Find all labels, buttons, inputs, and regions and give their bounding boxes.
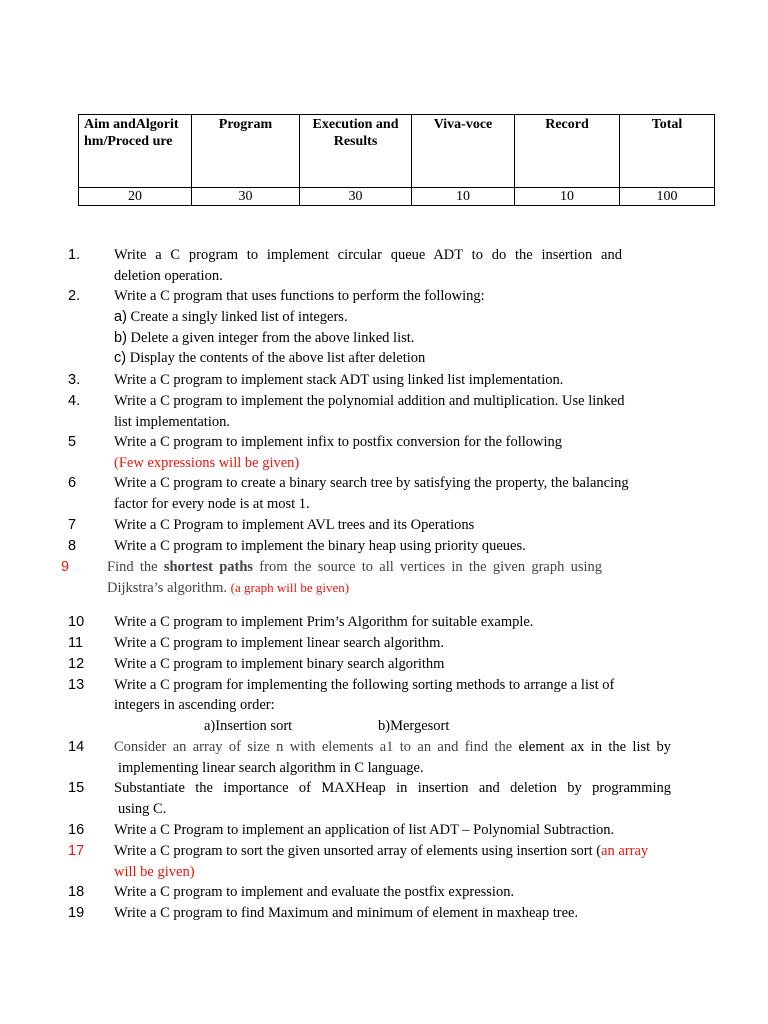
- list-item-text: Write a C Program to implement an application of list ADT – Polynomial Subtraction.: [114, 822, 615, 838]
- list-item-text: Write a C program that uses functions to perform the following:: [114, 288, 485, 304]
- list-item-text: list implementation.: [114, 414, 230, 430]
- list-item-note: an array: [601, 843, 649, 859]
- list-item-text: Write a C program to implement Prim’s Algorithm for suitable example.: [114, 614, 534, 630]
- header-record: Record: [515, 115, 620, 188]
- header-viva-voce: Viva-voce: [412, 115, 515, 188]
- marks-table: [78, 114, 715, 206]
- sub-item-label: c): [114, 350, 127, 366]
- list-item-number: 10: [68, 614, 85, 630]
- marks-table-value-row: [79, 188, 715, 206]
- list-item-text: Write a C program to implement stack ADT using linked list implementation.: [114, 372, 564, 388]
- list-item-text: [107, 578, 349, 599]
- list-item-number: 2.: [68, 288, 81, 304]
- text-segment: Consider an array of size n with elements a1 to an and find the: [114, 739, 513, 755]
- text-segment: Find the: [107, 559, 158, 575]
- list-item-text: Write a C program to implement binary search algorithm: [114, 656, 445, 672]
- list-item-number: 3.: [68, 372, 81, 388]
- list-item-number: 14: [68, 739, 85, 755]
- list-item-text: [114, 841, 648, 862]
- header-program: Program: [192, 115, 300, 188]
- list-item-text: [107, 557, 602, 578]
- list-item-note: (Few expressions will be given): [114, 455, 300, 471]
- text-segment: element ax in the list by: [518, 739, 671, 755]
- list-item-number: 6: [68, 475, 77, 491]
- list-item-text: Write a C program to create a binary search tree by satisfying the property, the balancing: [114, 475, 629, 491]
- list-item-text: Write a C program to implement linear search algorithm.: [114, 635, 444, 651]
- sub-item-text: Display the contents of the above list after deletion: [129, 350, 426, 366]
- list-item-number: 13: [68, 677, 85, 693]
- list-item-number: 12: [68, 656, 85, 672]
- header-aim: Aim andAlgorit hm/Proced ure: [79, 115, 192, 188]
- list-item-text: using C.: [118, 801, 167, 817]
- sort-option-merge: b)Mergesort: [378, 718, 450, 734]
- list-item-number: 18: [68, 884, 85, 900]
- list-item-text: Write a C program to implement the polynomial addition and multiplication. Use linked: [114, 393, 625, 409]
- list-item-text: [114, 737, 671, 758]
- list-item-text: Write a C program to implement infix to postfix conversion for the following: [114, 434, 563, 450]
- list-item-text: Write a C program to implement and evaluate the postfix expression.: [114, 884, 515, 900]
- sort-option-insertion: a)Insertion sort: [204, 718, 293, 734]
- list-item-text: Write a C program to implement circular queue ADT to do the insertion and: [114, 247, 622, 263]
- list-item-number: 19: [68, 905, 85, 921]
- shortest-paths-emphasis: shortest paths: [163, 559, 254, 575]
- list-item-number: 17: [68, 843, 85, 859]
- list-item-text: Substantiate the importance of MAXHeap in insertion and deletion by programming: [114, 780, 671, 796]
- text-segment: Dijkstra’s algorithm.: [107, 580, 228, 596]
- list-item-text: Write a C program to find Maximum and minimum of element in maxheap tree.: [114, 905, 579, 921]
- sub-item: [114, 348, 425, 369]
- sub-item-text: Create a singly linked list of integers.: [130, 309, 348, 325]
- header-total: Total: [620, 115, 715, 188]
- list-item-text: Write a C program for implementing the following sorting methods to arrange a list of: [114, 677, 615, 693]
- list-item-number: 9: [61, 559, 70, 575]
- list-item-note: will be given): [114, 864, 195, 880]
- sub-item-label: b): [114, 330, 127, 346]
- list-item-text: deletion operation.: [114, 268, 223, 284]
- sub-item-label: a): [114, 309, 127, 325]
- value-execution: 30: [300, 188, 412, 206]
- sub-item: [114, 328, 414, 349]
- sub-item: [114, 307, 348, 328]
- list-item-number: 1.: [68, 247, 81, 263]
- value-program: 30: [192, 188, 300, 206]
- text-segment: from the source to all vertices in the given graph using: [259, 559, 603, 575]
- value-total: 100: [620, 188, 715, 206]
- list-item-text: Write a C Program to implement AVL trees and its Operations: [114, 517, 475, 533]
- list-item-number: 4.: [68, 393, 81, 409]
- list-item-text: implementing linear search algorithm in C language.: [118, 760, 424, 776]
- list-item-number: 8: [68, 538, 77, 554]
- value-viva-voce: 10: [412, 188, 515, 206]
- value-record: 10: [515, 188, 620, 206]
- sub-item-text: Delete a given integer from the above linked list.: [130, 330, 415, 346]
- list-item-text: Write a C program to implement the binary heap using priority queues.: [114, 538, 526, 554]
- list-item-number: 5: [68, 434, 77, 450]
- list-item-number: 7: [68, 517, 77, 533]
- header-execution: Execution and Results: [300, 115, 412, 188]
- text-segment: Write a C program to sort the given unsorted array of elements using insertion sort (: [114, 843, 602, 859]
- list-item-number: 15: [68, 780, 85, 796]
- list-item-text: integers in ascending order:: [114, 697, 275, 713]
- marks-table-header-row: [79, 115, 715, 188]
- list-item-note: (a graph will be given): [230, 580, 350, 595]
- value-aim: 20: [79, 188, 192, 206]
- list-item-text: factor for every node is at most 1.: [114, 496, 310, 512]
- list-item-number: 11: [68, 635, 84, 651]
- list-item-number: 16: [68, 822, 85, 838]
